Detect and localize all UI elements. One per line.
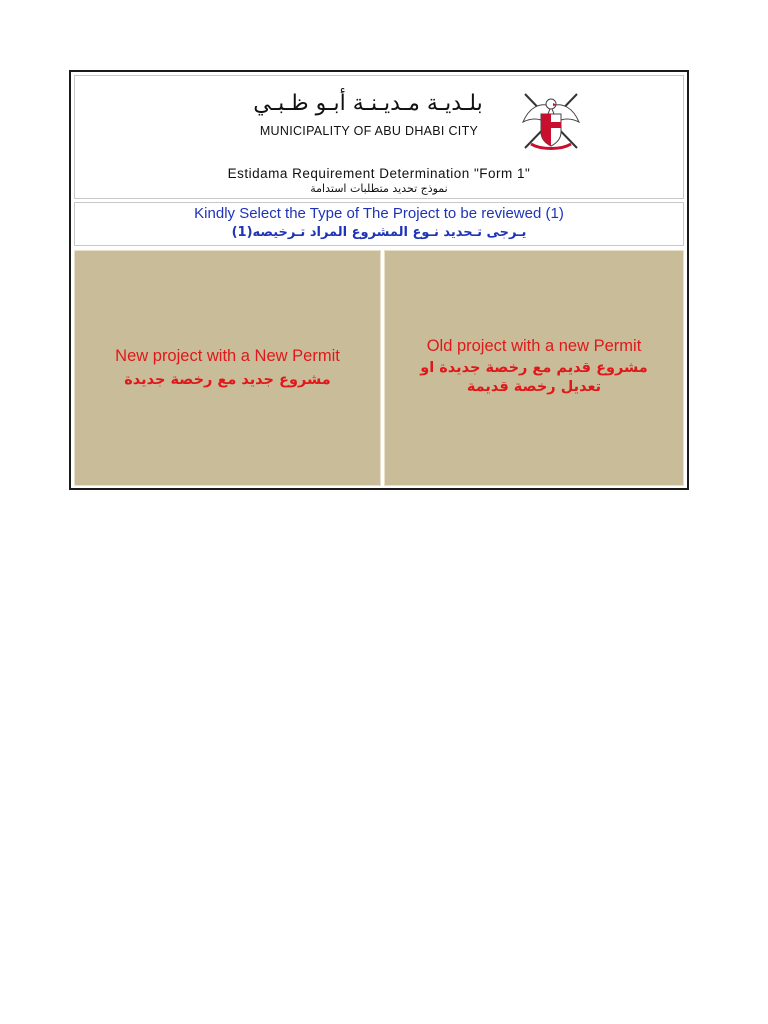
instruction-arabic: يـرجى تـحديد نـوع المشروع المراد تـرخيصه(1) (231, 225, 527, 240)
old-project-label: Old project with a new Permit (426, 337, 642, 355)
form-header (74, 75, 684, 199)
abu-dhabi-emblem-icon (517, 88, 585, 152)
logo-english-text: MUNICIPALITY OF ABU DHABI CITY (259, 124, 479, 138)
form-title-arabic: نموذج تحديد متطلبات استدامة (310, 182, 448, 195)
logo-arabic-text: بلـديـة مـديـنـة أبـو ظـبـي (253, 91, 483, 116)
instruction-english: Kindly Select the Type of The Project to be reviewed (1) (194, 205, 564, 222)
old-project-option-button[interactable] (384, 250, 684, 486)
new-project-label-arabic: مشروع جديد مع رخصة جديدة (124, 372, 331, 388)
new-project-option-button[interactable] (74, 250, 381, 486)
estidama-form-frame (69, 70, 689, 490)
municipality-logo (245, 88, 595, 152)
instruction-row (74, 202, 684, 246)
form-title: Estidama Requirement Determination "Form 1" (227, 166, 531, 181)
new-project-label: New project with a New Permit (115, 347, 340, 365)
old-project-label-arabic: مشروع قديم مع رخصة جديدة او تعديل رخصة قديمة (420, 360, 648, 395)
